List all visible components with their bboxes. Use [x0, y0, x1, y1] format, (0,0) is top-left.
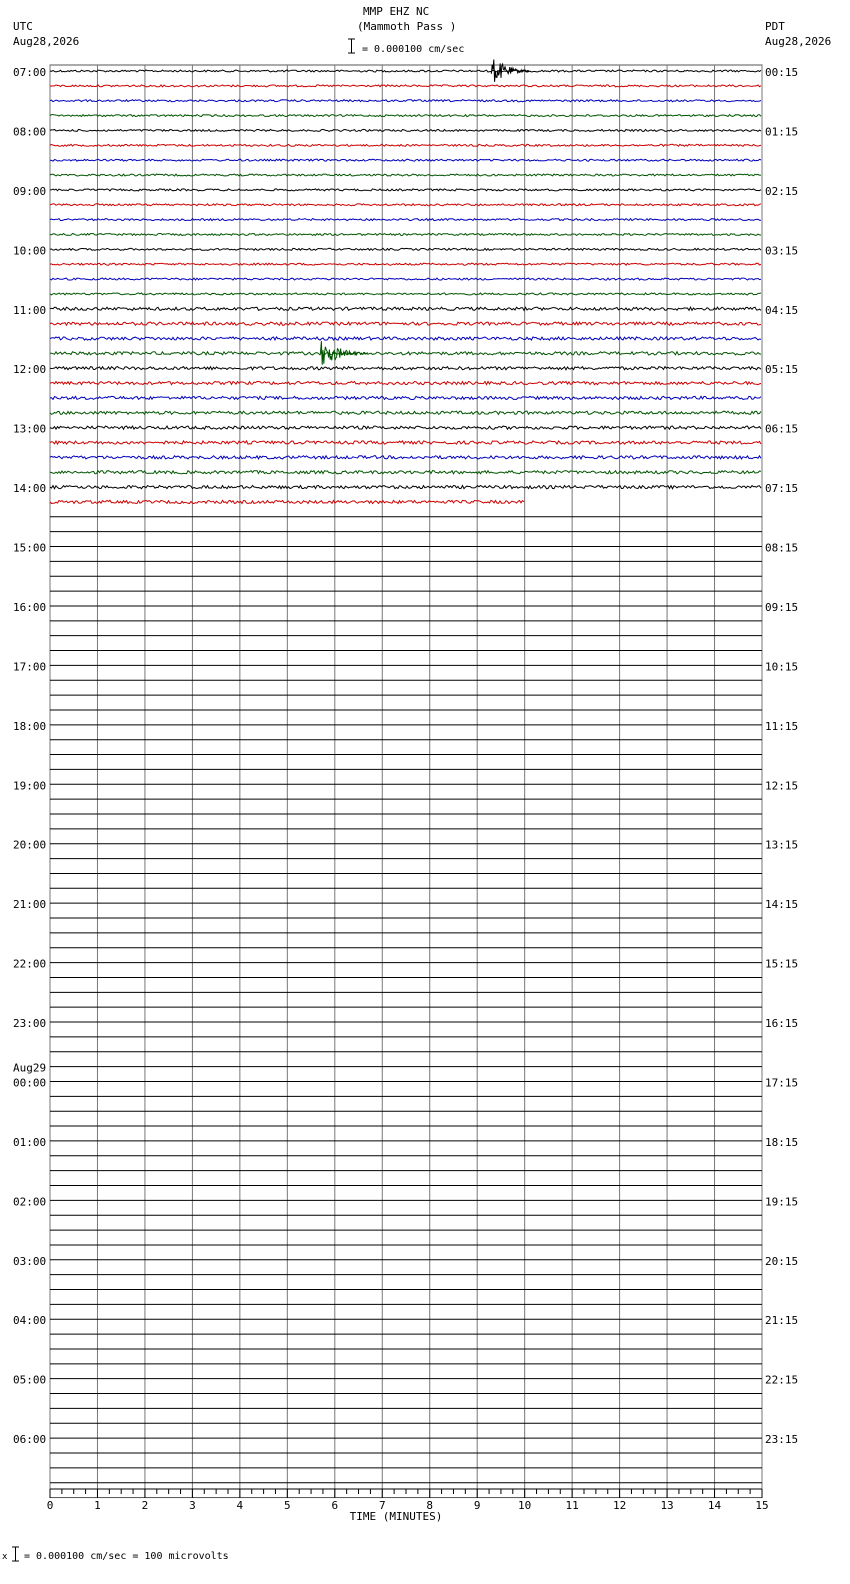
x-tick-label: 7	[378, 1499, 386, 1512]
trace-row	[50, 382, 761, 385]
utc-hour-label: 08:00	[13, 125, 47, 139]
row-labels	[13, 66, 798, 1446]
trace-row	[50, 278, 761, 280]
utc-hour-label: 06:00	[13, 1433, 47, 1447]
event-waveform	[491, 60, 529, 82]
pdt-hour-label: 06:15	[765, 422, 799, 436]
utc-hour-label: 19:00	[13, 779, 47, 793]
utc-hour-label: 11:00	[13, 303, 47, 317]
trace-row	[50, 293, 761, 295]
utc-hour-label: 02:00	[13, 1195, 47, 1209]
traces	[50, 60, 762, 1483]
x-tick-label: 10	[518, 1499, 532, 1512]
x-tick-label: 2	[141, 1499, 149, 1512]
pdt-hour-label: 13:15	[765, 838, 799, 852]
utc-hour-label: 15:00	[13, 541, 47, 555]
trace-row	[50, 441, 761, 444]
trace-row	[50, 263, 761, 265]
x-axis-title: TIME (MINUTES)	[349, 1510, 443, 1523]
pdt-hour-label: 10:15	[765, 660, 799, 674]
utc-hour-label: 23:00	[13, 1017, 47, 1031]
utc-hour-label: 14:00	[13, 482, 47, 496]
utc-hour-label: 12:00	[13, 363, 47, 377]
trace-row	[50, 219, 761, 221]
pdt-hour-label: 04:15	[765, 303, 799, 317]
trace-row	[50, 115, 761, 117]
utc-hour-label: 20:00	[13, 838, 47, 852]
pdt-hour-label: 05:15	[765, 363, 799, 377]
utc-hour-label: 04:00	[13, 1314, 47, 1328]
pdt-hour-label: 17:15	[765, 1076, 799, 1090]
x-tick-label: 15	[755, 1499, 769, 1512]
event-waveform	[321, 341, 368, 365]
x-tick-label: 12	[612, 1499, 627, 1512]
right-date: Aug28,2026	[765, 35, 832, 48]
pdt-hour-label: 15:15	[765, 957, 799, 971]
trace-row	[50, 234, 761, 236]
right-timezone: PDT	[765, 20, 785, 33]
utc-hour-label: 16:00	[13, 600, 47, 614]
x-tick-label: 11	[565, 1499, 579, 1512]
time-axis	[47, 1489, 769, 1523]
pdt-hour-label: 23:15	[765, 1433, 799, 1447]
pdt-hour-label: 02:15	[765, 184, 799, 198]
utc-hour-label: 07:00	[13, 66, 47, 79]
date-change-label: Aug29	[13, 1061, 47, 1075]
trace-row	[50, 396, 761, 399]
utc-hour-label: 09:00	[13, 184, 47, 198]
trace-row	[50, 411, 761, 414]
pdt-hour-label: 00:15	[765, 66, 799, 79]
pdt-hour-label: 21:15	[765, 1314, 799, 1328]
pdt-hour-label: 18:15	[765, 1135, 799, 1149]
trace-row	[50, 456, 761, 459]
x-tick-label: 0	[46, 1499, 54, 1512]
trace-row	[50, 426, 761, 429]
trace-row	[50, 204, 761, 206]
trace-row	[50, 307, 761, 310]
left-timezone: UTC	[13, 20, 33, 33]
x-tick-label: 3	[189, 1499, 196, 1512]
trace-row	[50, 189, 761, 191]
pdt-hour-label: 01:15	[765, 125, 799, 139]
trace-row	[50, 129, 761, 131]
trace-row	[50, 367, 761, 370]
utc-hour-label: 17:00	[13, 660, 47, 674]
utc-hour-label: 05:00	[13, 1373, 47, 1387]
trace-row	[50, 85, 761, 87]
pdt-hour-label: 11:15	[765, 719, 799, 733]
trace-row	[50, 337, 761, 340]
left-date: Aug28,2026	[13, 35, 80, 48]
utc-hour-label: 22:00	[13, 957, 47, 971]
utc-hour-label: 21:00	[13, 898, 47, 912]
trace-row	[50, 100, 761, 102]
x-tick-label: 8	[426, 1499, 434, 1512]
trace-row	[50, 248, 761, 250]
utc-hour-label: 03:00	[13, 1254, 47, 1268]
pdt-hour-label: 22:15	[765, 1373, 799, 1387]
trace-row	[50, 159, 761, 161]
footer-scale-text: = 0.000100 cm/sec = 100 microvolts	[24, 1551, 229, 1562]
trace-row	[50, 471, 761, 474]
pdt-hour-label: 09:15	[765, 600, 799, 614]
x-tick-label: 4	[236, 1499, 244, 1512]
x-tick-label: 14	[707, 1499, 722, 1512]
x-tick-label: 1	[94, 1499, 101, 1512]
trace-row	[50, 174, 761, 176]
utc-hour-label: 18:00	[13, 719, 47, 733]
x-tick-label: 9	[473, 1499, 481, 1512]
pdt-hour-label: 12:15	[765, 779, 799, 793]
pdt-hour-label: 03:15	[765, 244, 799, 258]
footer-prefix: x	[2, 1552, 8, 1562]
pdt-hour-label: 16:15	[765, 1017, 799, 1031]
pdt-hour-label: 19:15	[765, 1195, 799, 1209]
pdt-hour-label: 20:15	[765, 1254, 799, 1268]
utc-hour-label: 00:00	[13, 1076, 47, 1090]
trace-row	[50, 352, 761, 355]
pdt-hour-label: 08:15	[765, 541, 799, 555]
utc-hour-label: 01:00	[13, 1135, 47, 1149]
utc-hour-label: 10:00	[13, 244, 47, 258]
trace-row	[50, 70, 761, 72]
trace-row	[50, 486, 761, 489]
station-title: MMP EHZ NC	[363, 5, 430, 18]
station-location: (Mammoth Pass )	[357, 20, 457, 33]
x-tick-label: 5	[284, 1499, 291, 1512]
pdt-hour-label: 14:15	[765, 898, 799, 912]
pdt-hour-label: 07:15	[765, 482, 799, 496]
x-tick-label: 6	[331, 1499, 339, 1512]
trace-row	[50, 144, 761, 146]
scale-label: = 0.000100 cm/sec	[362, 44, 465, 55]
footer-scale-icon	[11, 1546, 20, 1562]
utc-hour-label: 13:00	[13, 422, 47, 436]
trace-row	[50, 322, 761, 325]
x-tick-label: 13	[660, 1499, 674, 1512]
